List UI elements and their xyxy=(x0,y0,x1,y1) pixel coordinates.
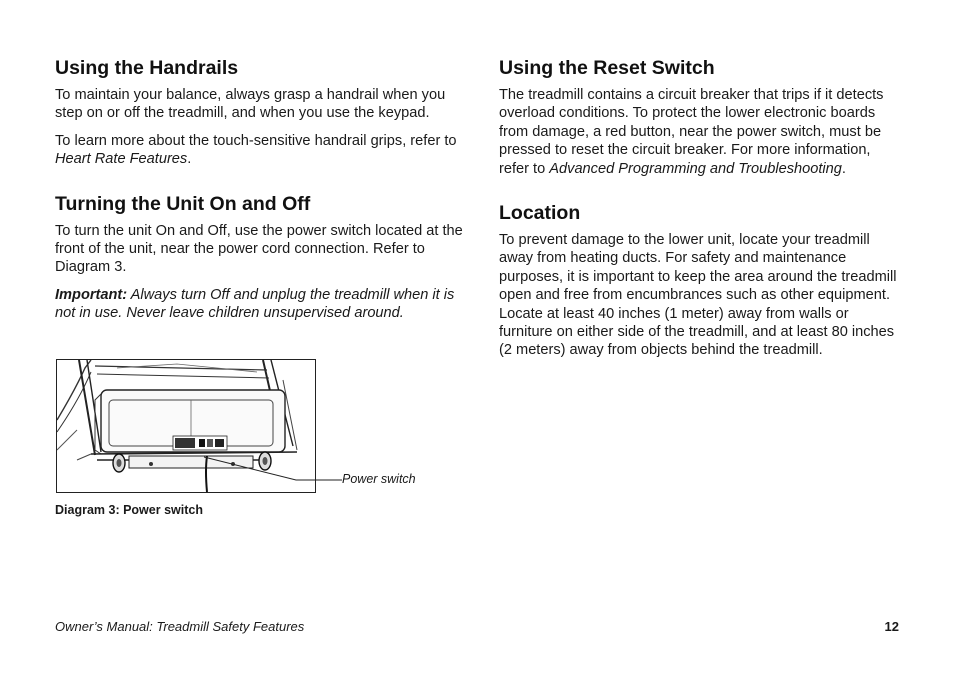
handrails-paragraph-1: To maintain your balance, always grasp a handrail when you step on or off the treadmill, and when you use the keypad. xyxy=(55,87,446,122)
important-label: Important: xyxy=(55,286,128,303)
page-number: 12 xyxy=(884,619,899,634)
onoff-heading: Turning the Unit On and Off xyxy=(55,192,311,215)
left-column xyxy=(55,56,463,332)
location-heading: Location xyxy=(499,202,581,225)
power-switch-callout: Power switch xyxy=(342,472,416,486)
heart-rate-features-reference: Heart Rate Features xyxy=(55,151,188,168)
handrails-p2-post: . xyxy=(187,151,192,168)
right-column xyxy=(499,56,899,369)
reset-heading: Using the Reset Switch xyxy=(499,57,715,79)
reset-paragraph-1 xyxy=(499,86,899,178)
handrails-paragraph-2 xyxy=(55,132,463,169)
callout-leader-line xyxy=(200,455,345,485)
section-gap xyxy=(499,187,899,201)
diagram-caption: Diagram 3: Power switch xyxy=(55,503,203,517)
footer-title: Owner’s Manual: Treadmill Safety Features xyxy=(55,619,305,634)
important-note xyxy=(55,286,463,323)
handrails-p2-pre: To learn more about the touch-sensitive handrail grips, refer to xyxy=(55,132,457,149)
section-gap xyxy=(55,178,463,192)
handrails-heading: Using the Handrails xyxy=(55,57,239,79)
reset-p1-post: . xyxy=(841,160,846,177)
important-text: Always turn Off and unplug the treadmill when it is not in use. Never leave children unsupervised around. xyxy=(55,286,455,322)
onoff-paragraph-1: To turn the unit On and Off, use the power switch located at the front of the unit, near the power cord connection. Refer to Diagram 3. xyxy=(55,222,463,276)
reset-p1-pre: The treadmill contains a circuit breaker that trips if it detects overload conditions. To protect the lower electronic boards from damage, a red button, near the power switch, must be pressed to reset the circuit breaker. For more information, refer to xyxy=(499,87,884,177)
troubleshooting-reference: Advanced Programming and Troubleshooting xyxy=(549,160,842,177)
location-paragraph-1: To prevent damage to the lower unit, locate your treadmill away from heating ducts. For safety and maintenance purposes, it is important to keep the area around the treadmill open and free from encumbrances such as other equipment. Locate at least 40 inches (1 meter) away from walls or furniture on either side of the treadmill, and at least 80 inches (2 meters) away from objects behind the treadmill. xyxy=(499,232,897,359)
